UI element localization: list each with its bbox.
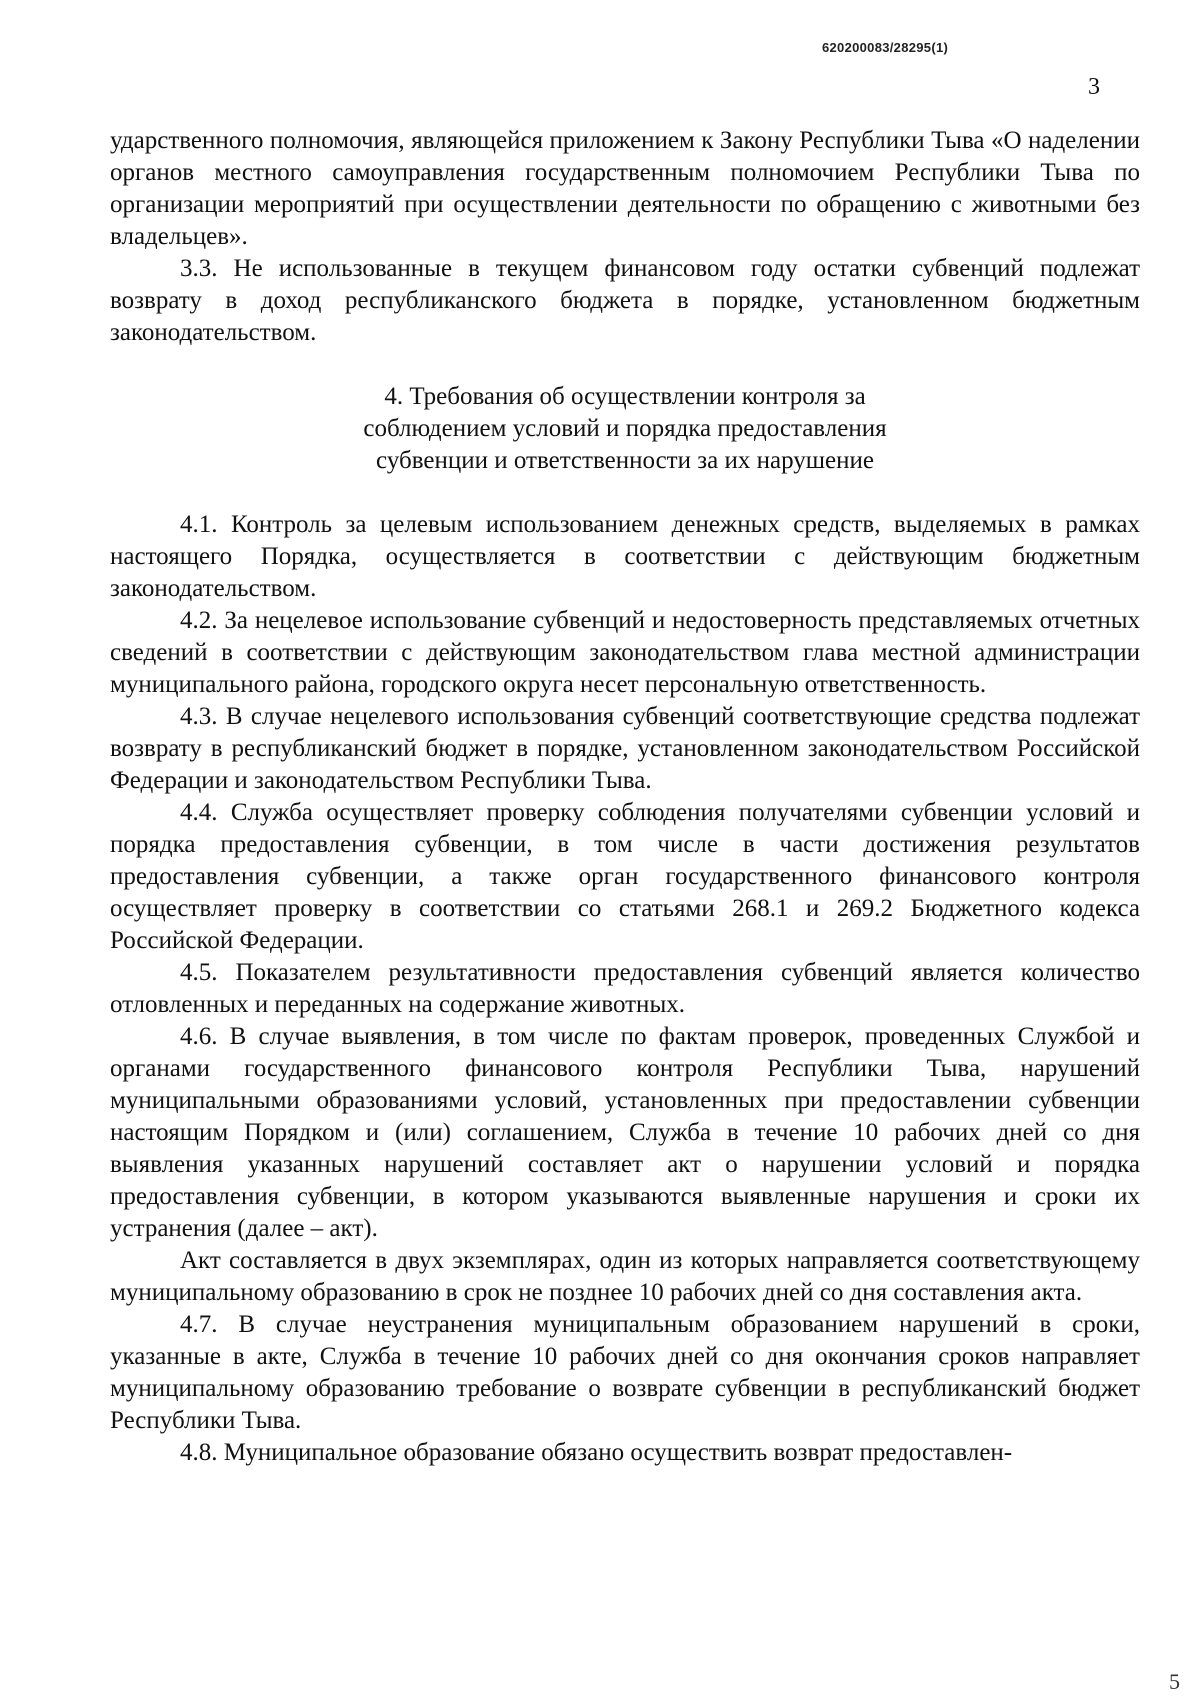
document-body: [110, 125, 1140, 1469]
paragraph-4-8: 4.8. Муниципальное образование обязано осуществить возврат предоставлен-: [180, 1439, 1013, 1466]
paragraph-4-7: 4.7. В случае неустранения муниципальным образованием нарушений в сроки, указанные в акте, Служба в течение 10 рабочих дней со дня окончания сроков направляет муниципальному образованию требование о возврате субвенции в республиканский бюджет Республики Тыва.: [110, 1311, 1140, 1434]
page-number: 3: [1088, 74, 1100, 100]
section-heading-line: соблюдением условий и порядка предоставления: [363, 415, 887, 442]
paragraph-4-5: 4.5. Показателем результативности предоставления субвенций является количество отловленных и переданных на содержание животных.: [110, 959, 1140, 1018]
paragraph-4-4: 4.4. Служба осуществляет проверку соблюдения получателями субвенции условий и порядка предоставления субвенции, в том числе в части достижения результатов предоставления субвенции, а также орган государственного финансового контроля осуществляет проверку в соответствии со статьями 268.1 и 269.2 Бюджетного кодекса Российской Федерации.: [110, 799, 1140, 954]
paragraph-continuation: ударственного полномочия, являющейся приложением к Закону Республики Тыва «О наделении органов местного самоуправления государственным полномочием Республики Тыва по организации мероприятий при осуществлении деятельности по обращению с животными без владельцев».: [110, 127, 1140, 250]
paragraph-4-6: 4.6. В случае выявления, в том числе по фактам проверок, проведенных Службой и органами государственного финансового контроля Республики Тыва, нарушений муниципальными образованиями условий, установленных при предоставлении субвенции настоящим Порядком и (или) соглашением, Служба в течение 10 рабочих дней со дня выявления указанных нарушений составляет акт о нарушении условий и порядка предоставления субвенции, в котором указываются выявленные нарушения и сроки их устранения (далее – акт).: [110, 1023, 1140, 1242]
paragraph-3-3: 3.3. Не использованные в текущем финансовом году остатки субвенций подлежат возврату в доход республиканского бюджета в порядке, установленном бюджетным законодательством.: [110, 255, 1140, 346]
corner-mark: 5: [1169, 1669, 1180, 1694]
paragraph-act: Акт составляется в двух экземплярах, один из которых направляется соответствующему муниципальному образованию в срок не позднее 10 рабочих дней со дня составления акта.: [110, 1247, 1140, 1306]
document-id: 620200083/28295(1): [822, 40, 949, 55]
section-heading-line: субвенции и ответственности за их нарушение: [376, 447, 874, 474]
paragraph-4-3: 4.3. В случае нецелевого использования субвенций соответствующие средства подлежат возврату в республиканский бюджет в порядке, установленном законодательством Российской Федерации и законодательством Республики Тыва.: [110, 703, 1140, 794]
section-heading: [110, 381, 1140, 477]
section-heading-line: 4. Требования об осуществлении контроля за: [384, 383, 866, 410]
paragraph-4-2: 4.2. За нецелевое использование субвенций и недостоверность представляемых отчетных сведений в соответствии с действующим законодательством глава местной администрации муниципального района, городского округа несет персональную ответственность.: [110, 607, 1140, 698]
paragraph-4-1: 4.1. Контроль за целевым использованием денежных средств, выделяемых в рамках настоящего Порядка, осуществляется в соответствии с действующим бюджетным законодательством.: [110, 511, 1140, 602]
